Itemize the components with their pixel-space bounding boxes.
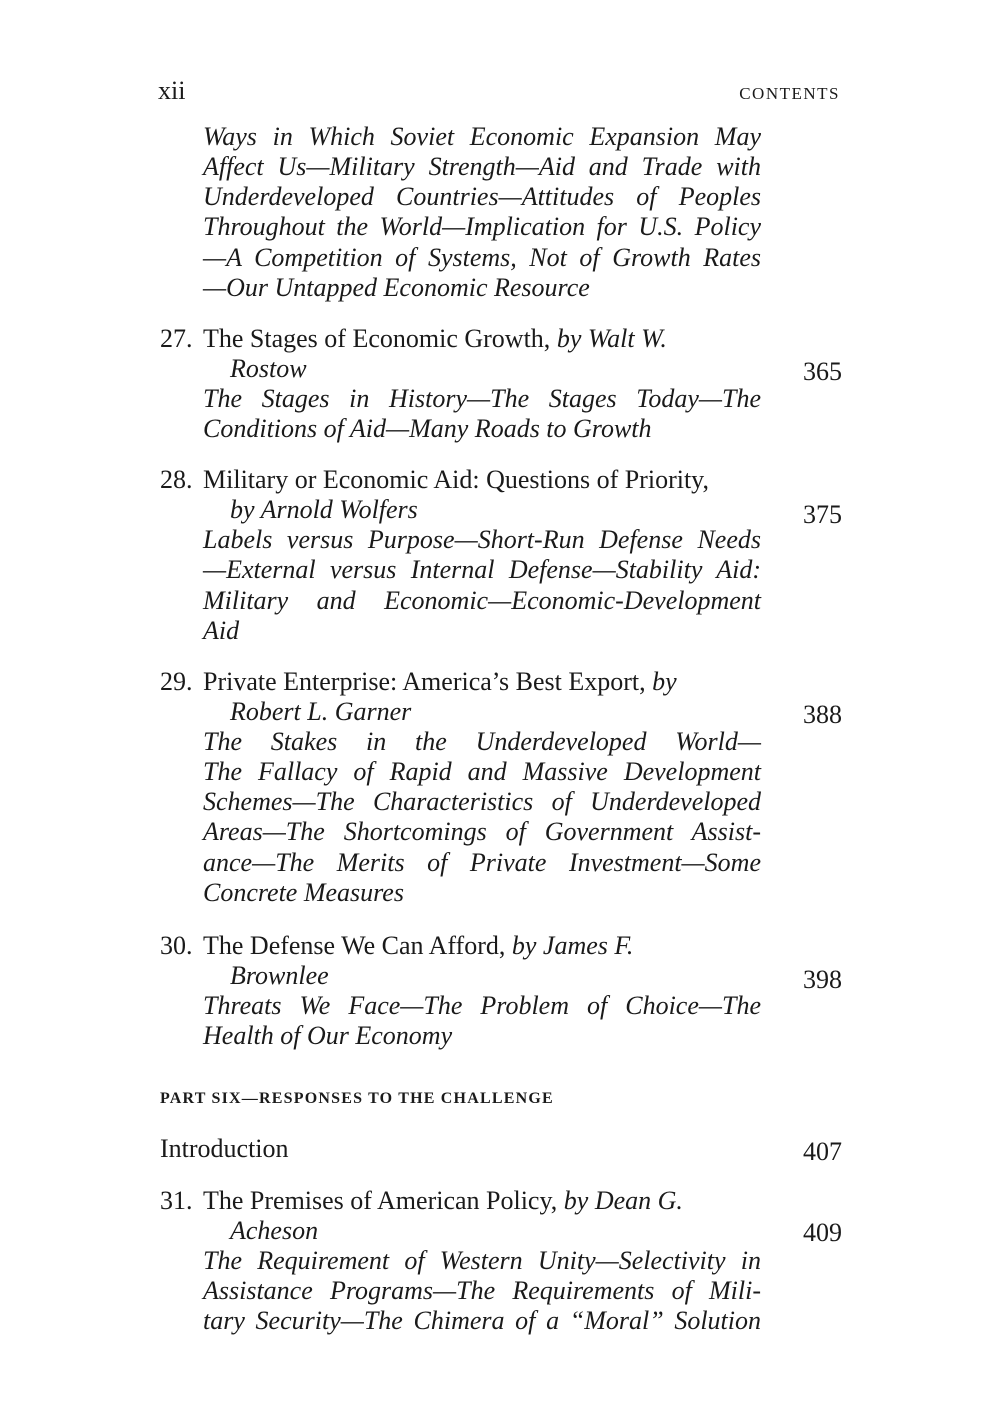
summary-line: —External versus Internal Defense—Stability Aid: bbox=[203, 555, 761, 584]
summary-line: Affect Us—Military Strength—Aid and Trade with bbox=[203, 152, 761, 181]
summary-line: Throughout the World—Implication for U.S. Policy bbox=[203, 212, 761, 241]
entry-number: 31. bbox=[160, 1186, 193, 1215]
entry-by: by bbox=[563, 1186, 589, 1215]
entry-title: Introduction bbox=[160, 1134, 289, 1163]
entry-page-number: 398 bbox=[803, 965, 842, 994]
entry-title-line bbox=[203, 324, 667, 354]
entry-number: 28. bbox=[160, 465, 193, 494]
entry-by: by bbox=[652, 667, 677, 696]
summary-line: Underdeveloped Countries—Attitudes of Peoples bbox=[203, 182, 761, 211]
part-heading: PART SIX—RESPONSES TO THE CHALLENGE bbox=[160, 1090, 554, 1107]
entry-author: by Arnold Wolfers bbox=[230, 495, 418, 524]
entry-by: by bbox=[511, 931, 537, 960]
entry-title: The Premises of American Policy, bbox=[203, 1186, 558, 1215]
entry-title-line bbox=[203, 667, 677, 697]
entry-number: 29. bbox=[160, 667, 193, 696]
entry-author-cont: Acheson bbox=[230, 1216, 319, 1245]
summary-line: Military and Economic—Economic-Development bbox=[203, 586, 761, 615]
entry-page-number: 409 bbox=[803, 1218, 842, 1247]
entry-number: 27. bbox=[160, 324, 193, 353]
summary-line: Schemes—The Characteristics of Underdeveloped bbox=[203, 787, 761, 816]
summary-line: tary Security—The Chimera of a “Moral” Solution bbox=[203, 1306, 761, 1335]
summary-line: Aid bbox=[203, 616, 240, 645]
summary-line: Assistance Programs—The Requirements of Mili- bbox=[203, 1276, 761, 1305]
entry-page-number: 365 bbox=[803, 357, 842, 386]
entry-author-cont: Rostow bbox=[230, 354, 307, 383]
entry-title-line bbox=[203, 931, 633, 961]
entry-number: 30. bbox=[160, 931, 193, 960]
page-header bbox=[158, 76, 840, 110]
entry-title: The Defense We Can Afford, bbox=[203, 931, 506, 960]
summary-line: Conditions of Aid—Many Roads to Growth bbox=[203, 414, 652, 443]
entry-page-number: 375 bbox=[803, 500, 842, 529]
summary-line: Areas—The Shortcomings of Government Assist- bbox=[203, 817, 761, 846]
summary-line: The Fallacy of Rapid and Massive Development bbox=[203, 757, 761, 786]
entry-title: Private Enterprise: America’s Best Export, bbox=[203, 667, 646, 696]
entry-page-number: 407 bbox=[803, 1137, 842, 1166]
entry-page-number: 388 bbox=[803, 700, 842, 729]
summary-line: Ways in Which Soviet Economic Expansion May bbox=[203, 122, 761, 151]
entry-title-line bbox=[203, 1186, 683, 1216]
summary-line: ance—The Merits of Private Investment—Some bbox=[203, 848, 761, 877]
summary-line: —Our Untapped Economic Resource bbox=[203, 273, 590, 302]
summary-line: The Requirement of Western Unity—Selectivity in bbox=[203, 1246, 761, 1275]
entry-author: Robert L. Garner bbox=[230, 697, 412, 726]
entry-title: The Stages of Economic Growth, bbox=[203, 324, 551, 353]
summary-line: The Stages in History—The Stages Today—The bbox=[203, 384, 761, 413]
summary-line: Health of Our Economy bbox=[203, 1021, 453, 1050]
entry-author-cont: Brownlee bbox=[230, 961, 329, 990]
entry-author: Dean G. bbox=[594, 1186, 683, 1215]
summary-line: —A Competition of Systems, Not of Growth Rates bbox=[203, 243, 761, 272]
entry-by: by bbox=[556, 324, 582, 353]
running-head: CONTENTS bbox=[739, 84, 840, 103]
entry-title: Military or Economic Aid: Questions of Priority, bbox=[203, 465, 709, 494]
summary-line: Concrete Measures bbox=[203, 878, 404, 907]
entry-author: Walt W. bbox=[587, 324, 667, 353]
summary-line: Threats We Face—The Problem of Choice—The bbox=[203, 991, 761, 1020]
summary-line: The Stakes in the Underdeveloped World— bbox=[203, 727, 761, 756]
summary-line: Labels versus Purpose—Short-Run Defense Needs bbox=[203, 525, 761, 554]
page-folio: xii bbox=[158, 76, 186, 105]
entry-author: James F. bbox=[542, 931, 634, 960]
